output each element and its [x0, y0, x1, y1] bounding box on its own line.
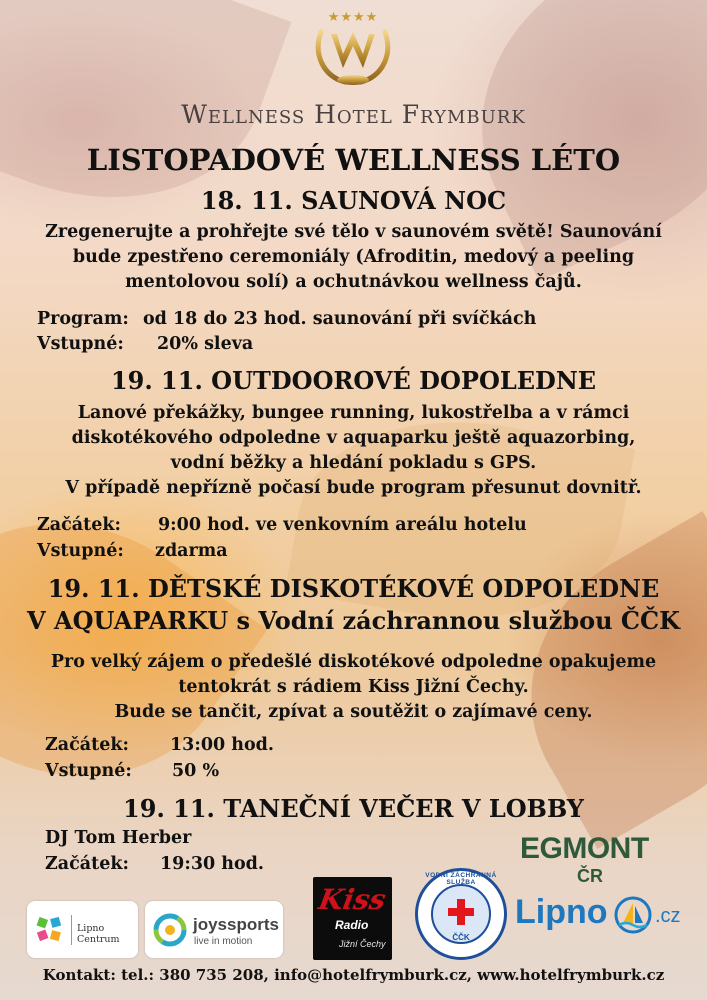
sailboat-icon: [613, 895, 653, 935]
lipno-cz-domain: .cz: [655, 905, 681, 927]
event-3-title: [0, 573, 707, 637]
contact-line: Kontakt: tel.: 380 735 208, info@hotelfrymburk.cz, www.hotelfrymburk.cz: [42, 966, 665, 984]
event-2-row-label-1: Začátek:: [37, 515, 121, 535]
logo-emblem-icon: [313, 24, 393, 90]
kiss-radio-logo: [313, 877, 392, 960]
event-2-line-4: V případě nepřízně počasí bude program přesunut dovnitř.: [65, 478, 642, 498]
event-4-row-value-1: 19:30 hod.: [160, 854, 264, 874]
lipno-centrum-text: Lipno Centrum: [77, 923, 120, 945]
egmont-logo-text: EGMONT: [520, 832, 649, 865]
joyssports-tagline: live in motion: [194, 936, 253, 947]
event-2-line-1: Lanové překážky, bungee running, lukostřelba a v rámci: [77, 403, 630, 423]
event-4-dj: DJ Tom Herber: [45, 828, 192, 848]
joyssports-logo: [145, 901, 283, 958]
kiss-radio-text: Radio: [335, 918, 369, 932]
event-3-line-3: Bude se tančit, zpívat a soutěžit o zajímavé ceny.: [114, 702, 593, 722]
event-3-row-label-1: Začátek:: [45, 735, 129, 755]
event-2-row-value-1: 9:00 hod. ve venkovním areálu hotelu: [158, 515, 527, 535]
lipno-centrum-icon: [35, 915, 65, 945]
event-2-row-label-2: Vstupné:: [37, 541, 124, 561]
event-2-line-3: vodní běžky a hledání pokladu s GPS.: [170, 453, 537, 473]
event-2-description: [0, 401, 707, 501]
event-3-row-label-2: Vstupné:: [45, 761, 132, 781]
kiss-brand-text: Kiss: [316, 883, 389, 916]
event-1-row-label-2: Vstupné:: [37, 334, 124, 354]
event-3-description: [0, 650, 707, 725]
lipno-centrum-logo: [27, 901, 138, 958]
lipno-cz-logo: [515, 893, 695, 943]
event-3-title-line-2: V AQUAPARKU s Vodní záchrannou službou ČČK: [27, 606, 680, 635]
event-3-row-value-1: 13:00 hod.: [170, 735, 274, 755]
egmont-cr-text: ČR: [577, 866, 603, 886]
joyssports-icon: [152, 912, 188, 948]
logo-stars: ★★★★: [327, 10, 379, 25]
event-3-row-value-2: 50 %: [172, 761, 220, 781]
event-1-description: [0, 220, 707, 295]
event-3-line-2: tentokrát s rádiem Kiss Jižní Čechy.: [178, 677, 529, 697]
lipno-centrum-divider: [71, 915, 72, 945]
event-1-title: 18. 11. SAUNOVÁ NOC: [200, 186, 507, 215]
event-3-line-1: Pro velký zájem o předešlé diskotékové odpoledne opakujeme: [50, 652, 657, 672]
event-1-line-3: mentolovou solí) a ochutnávkou wellness čajů.: [125, 272, 582, 292]
event-1-row-value-2: 20% sleva: [157, 334, 254, 354]
joyssports-text: joyssports: [193, 915, 279, 934]
main-title: LISTOPADOVÉ WELLNESS LÉTO: [86, 143, 621, 177]
event-2-title: 19. 11. OUTDOOROVÉ DOPOLEDNE: [110, 366, 597, 395]
event-2-line-2: diskotékového odpoledne v aquaparku ještě aquazorbing,: [71, 428, 636, 448]
event-1-row-label-1: Program:: [37, 309, 129, 329]
vzs-abbr-text: ČČK: [452, 933, 470, 942]
event-4-title: 19. 11. TANEČNÍ VEČER V LOBBY: [123, 794, 584, 823]
red-cross-icon: [446, 897, 476, 927]
event-2-row-value-2: zdarma: [155, 541, 228, 561]
lipno-cz-text: Lipno: [515, 893, 608, 931]
event-1-row-value-1: od 18 do 23 hod. saunování při svíčkách: [143, 309, 537, 329]
vzs-ring-text: VODNÍ ZÁCHRANNÁ SLUŽBA: [425, 872, 497, 886]
hotel-logo: [303, 10, 403, 90]
vzs-cck-logo: [415, 868, 507, 960]
event-1-line-2: bude zpestřeno ceremoniály (Afroditin, medový a peeling: [72, 247, 635, 267]
event-1-line-1: Zregenerujte a prohřejte své tělo v saunovém světě! Saunování: [45, 222, 662, 242]
event-4-row-label-1: Začátek:: [45, 854, 129, 874]
kiss-region-text: Jižní Čechy: [339, 939, 386, 949]
event-3-title-line-1: 19. 11. DĚTSKÉ DISKOTÉKOVÉ ODPOLEDNE: [47, 574, 660, 603]
hotel-name: Wellness Hotel Frymburk: [181, 100, 526, 129]
